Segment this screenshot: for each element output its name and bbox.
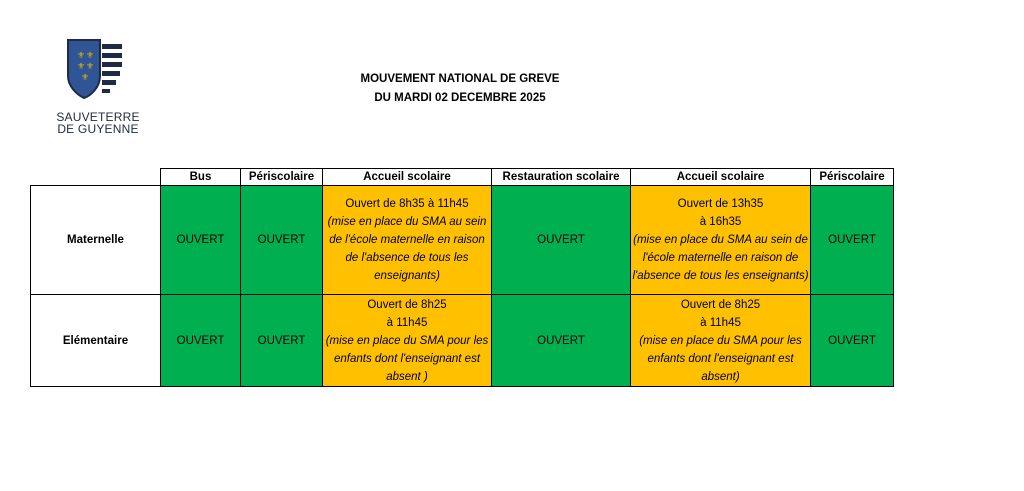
header-periscolaire-matin: Périscolaire [241,169,323,186]
header-blank [31,169,161,186]
table-row-maternelle [31,186,894,295]
shield-icon [66,38,126,100]
cell-periscolaire-soir: OUVERT [811,186,894,295]
cell-accueil-matin [323,295,492,387]
header-bus: Bus [161,169,241,186]
cell-hours: à 16h35 [699,216,742,228]
logo-line-2: DE GUYENNE [57,122,139,136]
cell-hours: Ouvert de 8h35 à 11h45 [345,198,469,210]
cell-periscolaire-matin: OUVERT [241,295,323,387]
svg-text:⚜: ⚜ [81,73,90,83]
cell-note: (mise en place du SMA pour les enfants dont l'enseignant est absent ) [325,334,489,383]
header-accueil-matin: Accueil scolaire [323,169,492,186]
cell-hours: Ouvert de 8h25 [680,298,761,311]
header-accueil-apresmidi: Accueil scolaire [631,169,811,186]
cell-hours: à 11h45 [386,316,428,329]
logo-line-1: SAUVETERRE [56,110,140,124]
cell-bus: OUVERT [161,186,241,295]
svg-text:⚜: ⚜ [86,51,95,61]
cell-hours: à 11h45 [700,316,741,329]
cell-periscolaire-soir: OUVERT [811,295,894,387]
cell-restauration: OUVERT [492,186,631,295]
cell-accueil-matin [323,186,492,295]
svg-text:⚜: ⚜ [86,62,95,72]
cell-accueil-apresmidi [631,186,811,295]
svg-text:⚜: ⚜ [77,62,86,72]
cell-bus: OUVERT [161,295,241,387]
schedule-table [30,168,894,387]
row-label-maternelle: Maternelle [31,186,161,295]
row-label-elementaire: Elémentaire [31,295,161,387]
cell-accueil-apresmidi [631,295,811,387]
cell-note: (mise en place du SMA au sein de l'école maternelle en raison de l'absence de tous les enseignants) [327,216,487,282]
table-header-row [31,169,894,186]
svg-text:⚜: ⚜ [77,51,86,61]
cell-note: (mise en place du SMA pour les enfants dont l'enseignant est absent) [639,334,802,383]
page-subtitle: DU MARDI 02 DECEMBRE 2025 [374,92,546,104]
cell-hours: Ouvert de 13h35 [677,198,764,210]
cell-restauration: OUVERT [492,295,631,387]
table-row-elementaire [31,295,894,387]
cell-hours: Ouvert de 8h25 [367,298,447,311]
page-title: MOUVEMENT NATIONAL DE GREVE [360,73,560,85]
header-periscolaire-soir: Périscolaire [811,169,894,186]
header-restauration: Restauration scolaire [492,169,631,186]
cell-note: (mise en place du SMA au sein de l'école maternelle en raison de l'absence de tous les enseignants) [632,234,809,282]
cell-periscolaire-matin: OUVERT [241,186,323,295]
